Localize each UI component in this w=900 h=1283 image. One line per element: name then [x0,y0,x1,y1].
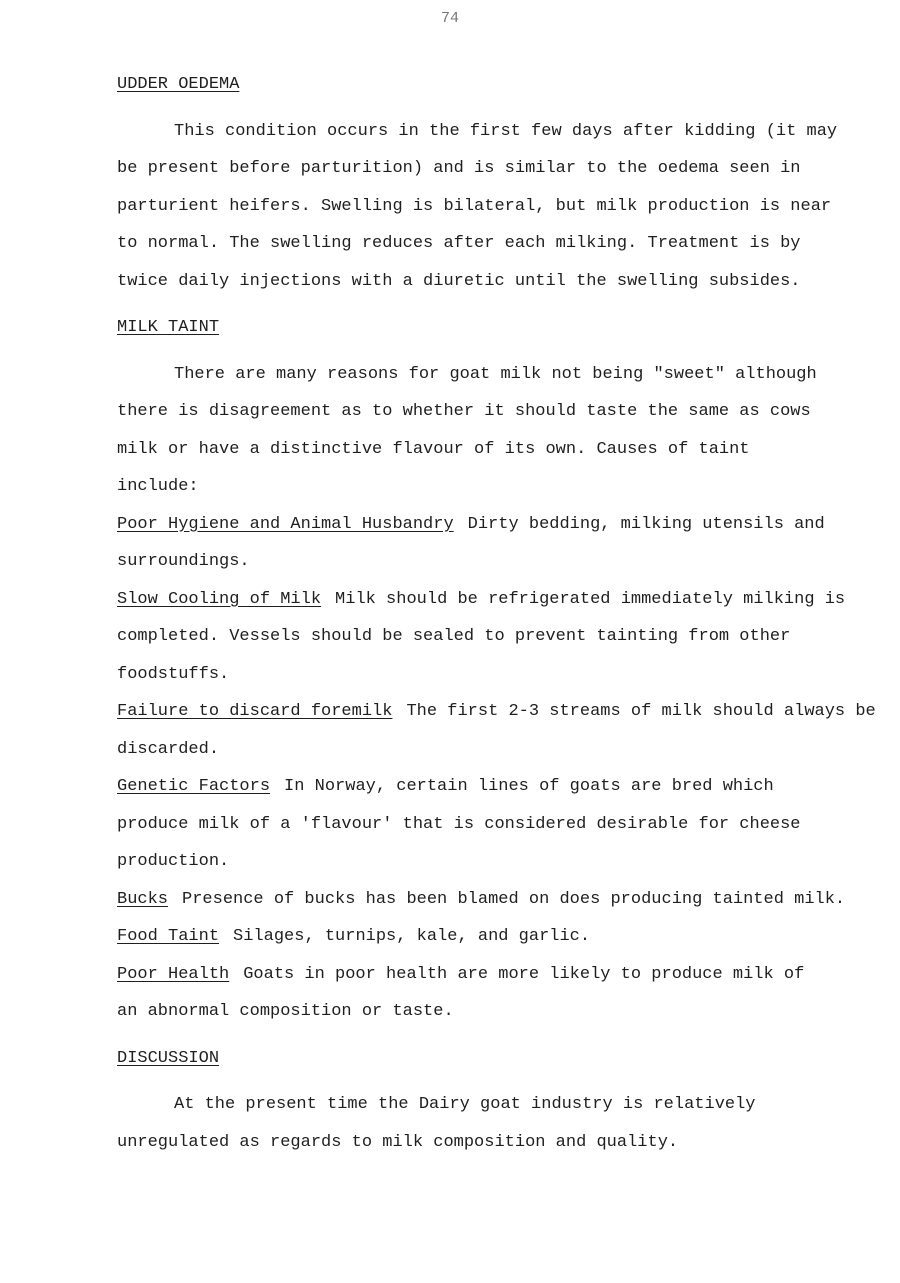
cause-item [117,693,887,768]
paragraph: This condition occurs in the first few days after kidding (it may be present before parturition) and is similar to the oedema seen in parturient heifers. Swelling is bilateral, but milk production is near to normal. The swelling reduces after each milking. Treatment is by twice daily injections with a diuretic until the swelling subsides. [117,121,838,291]
cause-item [117,881,887,919]
cause-item [117,768,887,881]
cause-item [117,506,887,581]
cause-term: Poor Hygiene and Animal Husbandry [117,514,454,534]
paragraph: There are many reasons for goat milk not being "sweet" although there is disagreement as to whether it should taste the same as cows milk or have a distinctive flavour of its own. Causes of taint include: [117,364,817,496]
section-udder-oedema [117,66,887,104]
cause-item [117,581,887,694]
cause-text: The first 2-3 streams of milk should always be discarded. [117,702,876,759]
section-milk-taint [117,309,887,347]
cause-text: Goats in poor health are more likely to produce milk of an abnormal composition or taste. [117,964,805,1021]
cause-text: Silages, turnips, kale, and garlic. [233,927,591,946]
section-discussion [117,1040,887,1078]
page-number: 74 [440,10,459,27]
cause-text: Milk should be refrigerated immediately milking is completed. Vessels should be sealed to prevent tainting from other foodstuffs. [117,589,846,684]
cause-term: Bucks [117,889,169,909]
cause-text: Dirty bedding, milking utensils and surroundings. [117,514,825,571]
document-body [117,66,887,1170]
cause-text: In Norway, certain lines of goats are bred which produce milk of a 'flavour' that is considered desirable for cheese production. [117,777,801,871]
cause-term: Food Taint [117,927,220,946]
cause-item [117,956,887,1031]
cause-item [117,918,887,956]
section-heading: DISCUSSION [117,1048,220,1068]
section-heading: MILK TAINT [117,318,220,337]
cause-term: Genetic Factors [117,777,271,796]
cause-term: Slow Cooling of Milk [117,589,322,609]
paragraph: At the present time the Dairy goat industry is relatively unregulated as regards to milk composition and quality. [117,1095,756,1152]
cause-term: Failure to discard foremilk [117,702,393,721]
section-heading: UDDER OEDEMA [117,75,240,94]
cause-text: Presence of bucks has been blamed on does producing tainted milk. [182,889,846,909]
cause-term: Poor Health [117,964,230,984]
